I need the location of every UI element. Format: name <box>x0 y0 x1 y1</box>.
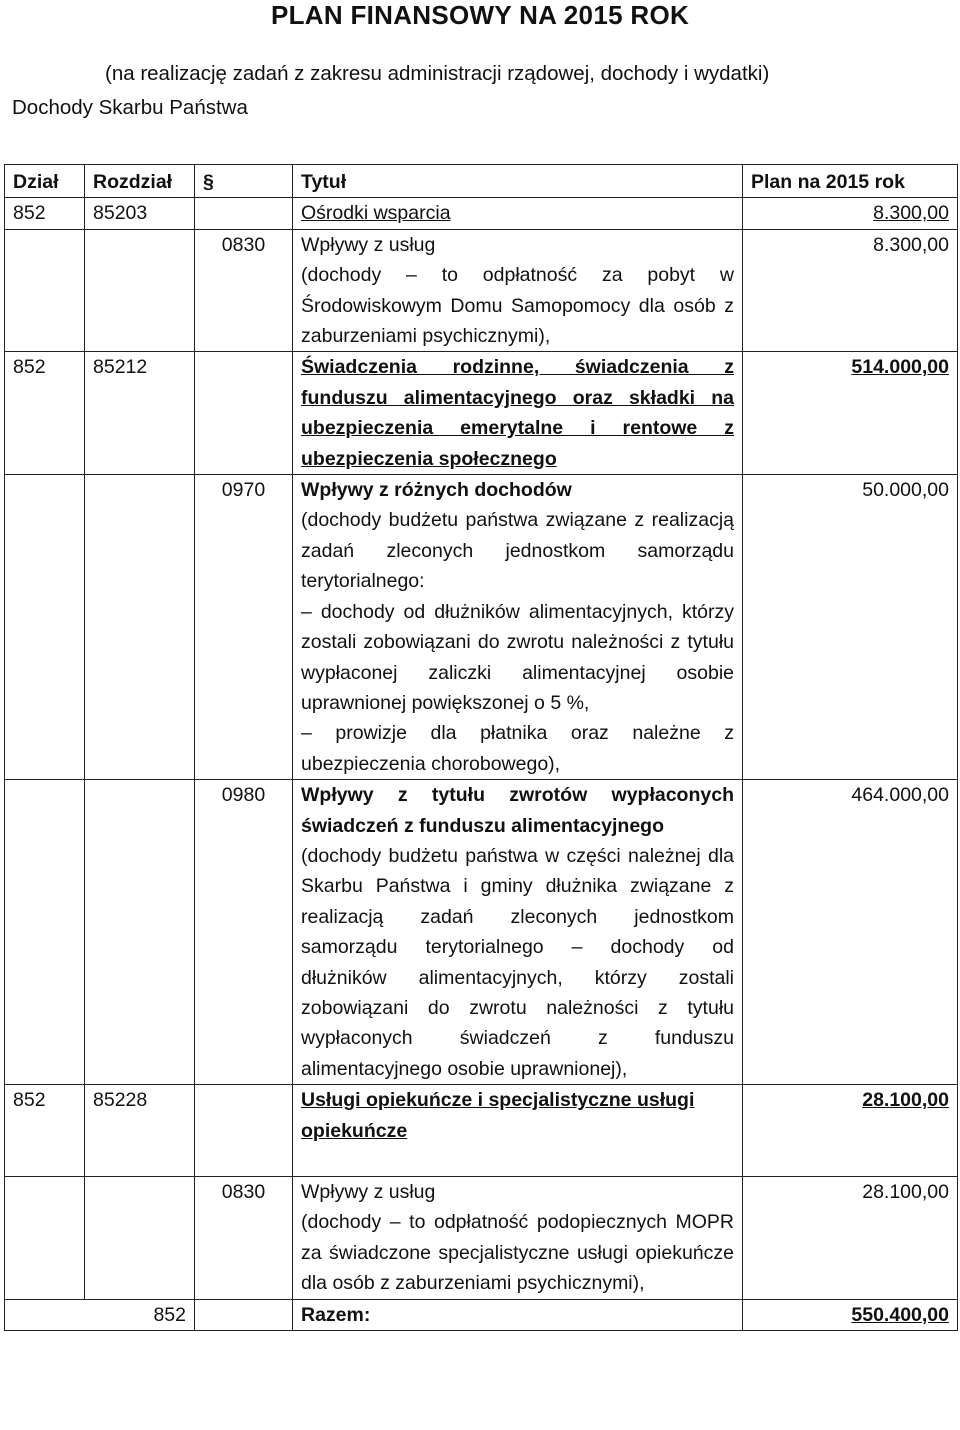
header-tytul: Tytuł <box>293 165 743 198</box>
paragraf-amount: 28.100,00 <box>743 1177 958 1300</box>
finance-plan-table <box>4 164 958 1331</box>
rozdzial-title: Usługi opiekuńcze i specjalistyczne usługi opiekuńcze <box>293 1085 743 1177</box>
total-row <box>5 1299 958 1330</box>
rozdzial-amount: 514.000,00 <box>743 352 958 475</box>
paragraf-detail: (dochody – to odpłatność podopiecznych MOPR za świadczone specjalistyczne usługi opiekuńcze dla osób z zaburzeniami psychicznymi), <box>301 1211 734 1295</box>
rozdzial-amount: 28.100,00 <box>743 1085 958 1177</box>
total-dzial: 852 <box>5 1299 195 1330</box>
header-paragraf: § <box>195 165 293 198</box>
paragraf-description <box>293 475 743 780</box>
table-header-row <box>5 165 958 198</box>
paragraf-title: Wpływy z tytułu zwrotów wypłaconych świadczeń z funduszu alimentacyjnego <box>301 784 734 837</box>
rozdzial-cell: 85228 <box>85 1085 195 1177</box>
section-label: Dochody Skarbu Państwa <box>12 96 248 119</box>
table-row <box>5 780 958 1085</box>
page-subtitle: (na realizację zadań z zakresu administracji rządowej, dochody i wydatki) <box>105 62 770 85</box>
table-row <box>5 1085 958 1177</box>
header-rozdzial: Rozdział <box>85 165 195 198</box>
rozdzial-cell: 85203 <box>85 198 195 229</box>
paragraf-cell <box>195 198 293 229</box>
paragraf-detail: (dochody budżetu państwa związane z realizacją zadań zleconych jednostkom samorządu terytorialnego: <box>301 509 734 593</box>
paragraf-code: 0980 <box>195 780 293 1085</box>
paragraf-code: 0830 <box>195 229 293 352</box>
total-amount: 550.400,00 <box>743 1299 958 1330</box>
paragraf-item: – prowizje dla płatnika oraz należne z ubezpieczenia chorobowego), <box>301 722 734 775</box>
dzial-cell: 852 <box>5 1085 85 1177</box>
table-row <box>5 198 958 229</box>
total-label: Razem: <box>293 1299 743 1330</box>
table-row <box>5 229 958 352</box>
rozdzial-title: Świadczenia rodzinne, świadczenia z funduszu alimentacyjnego oraz składki na ubezpieczenia emerytalne i rentowe z ubezpieczenia społecznego <box>293 352 743 475</box>
paragraf-amount: 464.000,00 <box>743 780 958 1085</box>
rozdzial-title: Ośrodki wsparcia <box>293 198 743 229</box>
paragraf-code: 0830 <box>195 1177 293 1300</box>
paragraf-title: Wpływy z różnych dochodów <box>301 479 572 502</box>
header-plan: Plan na 2015 rok <box>743 165 958 198</box>
page-title: PLAN FINANSOWY NA 2015 ROK <box>270 0 690 30</box>
table-row <box>5 475 958 780</box>
dzial-cell: 852 <box>5 352 85 475</box>
header-dzial: Dział <box>5 165 85 198</box>
paragraf-code: 0970 <box>195 475 293 780</box>
paragraf-description <box>293 1177 743 1300</box>
paragraf-description <box>293 229 743 352</box>
paragraf-detail: (dochody – to odpłatność za pobyt w Środowiskowym Domu Samopomocy dla osób z zaburzeniami psychicznymi), <box>301 264 734 348</box>
paragraf-detail: (dochody budżetu państwa w części należnej dla Skarbu Państwa i gminy dłużnika związane z realizacją zadań zleconych jednostkom samorządu terytorialnego – dochody od dłużników alimentacyjnych, którzy zostali zobowiązani do zwrotu należności z tytułu wypłaconych świadczeń z funduszu alimentacyjnego osobie uprawnionej), <box>301 844 734 1080</box>
table-row <box>5 1177 958 1300</box>
rozdzial-amount: 8.300,00 <box>743 198 958 229</box>
paragraf-description <box>293 780 743 1085</box>
paragraf-amount: 50.000,00 <box>743 475 958 780</box>
table-row <box>5 352 958 475</box>
paragraf-title: Wpływy z usług <box>301 1181 436 1203</box>
paragraf-amount: 8.300,00 <box>743 229 958 352</box>
paragraf-item: – dochody od dłużników alimentacyjnych, którzy zostali zobowiązani do zwrotu należności z tytułu wypłaconej zaliczki alimentacyjnej osobie uprawnionej powiększonej o 5 %, <box>301 600 734 714</box>
rozdzial-cell: 85212 <box>85 352 195 475</box>
paragraf-title: Wpływy z usług <box>301 233 436 256</box>
dzial-cell: 852 <box>5 198 85 229</box>
